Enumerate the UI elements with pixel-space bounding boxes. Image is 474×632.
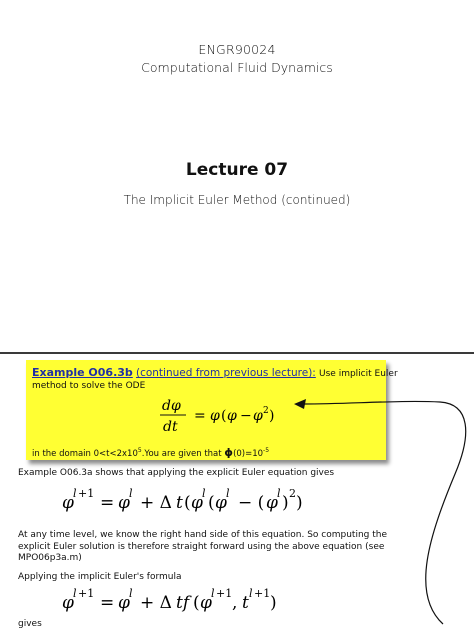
svg-text:2: 2 [263, 406, 269, 416]
explicit-euler-note: At any time level, we know the right hand side of this equation. So computing the explicit Euler solution is therefore straight forward using the above equation (see MPO06p3a.m) [18, 530, 387, 563]
svg-text:φ: φ [227, 408, 237, 424]
svg-text:=: = [100, 593, 115, 613]
svg-text:): ) [269, 408, 275, 424]
example-slide [0, 354, 474, 632]
svg-text:,: , [232, 593, 238, 613]
svg-text:t: t [176, 493, 183, 513]
svg-text:=: = [100, 493, 115, 513]
svg-text:2: 2 [289, 487, 296, 500]
svg-text:φ: φ [210, 408, 220, 424]
svg-text:(: ( [193, 593, 200, 613]
example-intro-2: method to solve the ODE [32, 381, 146, 391]
domain-text: in the domain 0<t<2x10 [32, 449, 138, 459]
example-intro: Use implicit Euler [319, 369, 398, 379]
svg-text:φ: φ [118, 493, 130, 513]
svg-text:+1: +1 [254, 587, 271, 600]
explicit-euler-intro: Example O06.3a shows that applying the explicit Euler equation gives [18, 468, 335, 478]
domain-statement [32, 446, 269, 459]
gives-label: gives [18, 619, 42, 629]
svg-text:l: l [211, 587, 215, 600]
svg-text:l: l [226, 487, 230, 500]
svg-text:t: t [242, 593, 249, 613]
svg-text:+ Δ: + Δ [140, 493, 172, 513]
given-text: .You are given that [141, 449, 222, 459]
domain-exponent: 5 [137, 447, 142, 455]
svg-text:): ) [296, 493, 303, 513]
svg-text:φ: φ [62, 493, 74, 513]
annotation-arrow [290, 354, 474, 632]
given-exponent: -5 [263, 447, 270, 455]
svg-text:l: l [73, 587, 77, 600]
svg-text:φ: φ [200, 593, 212, 613]
svg-text:l: l [129, 487, 133, 500]
svg-text:dt: dt [163, 419, 178, 435]
svg-text:+1: +1 [216, 587, 233, 600]
svg-text:dφ: dφ [162, 398, 181, 414]
svg-text:− (: − ( [238, 493, 265, 513]
svg-text:): ) [282, 493, 289, 513]
svg-text:tf: tf [176, 593, 190, 613]
svg-text:φ: φ [215, 493, 227, 513]
svg-text:−: − [240, 408, 252, 424]
svg-text:(: ( [184, 493, 191, 513]
svg-text:l: l [129, 587, 133, 600]
svg-text:(: ( [221, 408, 227, 424]
example-continued: (continued from previous lecture): [135, 367, 316, 379]
phi-symbol: ϕ [224, 446, 234, 459]
svg-text:l: l [202, 487, 206, 500]
svg-text:): ) [270, 593, 277, 613]
lecture-subtitle: The Implicit Euler Method (continued) [123, 193, 351, 207]
example-title: Example O06.3b [32, 366, 133, 379]
svg-text:=: = [194, 408, 206, 424]
svg-text:φ: φ [118, 593, 130, 613]
svg-text:l: l [73, 487, 77, 500]
lecture-title: Lecture 07 [185, 160, 289, 180]
svg-text:l: l [277, 487, 281, 500]
given-value: (0)=10 [233, 449, 264, 459]
svg-text:+1: +1 [78, 587, 95, 600]
implicit-euler-intro: Applying the implicit Euler's formula [18, 572, 182, 582]
svg-text:(: ( [208, 493, 215, 513]
course-name: Computational Fluid Dynamics [141, 60, 333, 75]
svg-text:+1: +1 [78, 487, 95, 500]
svg-text:+ Δ: + Δ [140, 593, 172, 613]
svg-text:l: l [249, 587, 253, 600]
course-code: ENGR90024 [198, 42, 276, 57]
svg-text:φ: φ [191, 493, 203, 513]
svg-text:φ: φ [266, 493, 278, 513]
svg-text:φ: φ [253, 408, 263, 424]
svg-text:φ: φ [62, 593, 74, 613]
